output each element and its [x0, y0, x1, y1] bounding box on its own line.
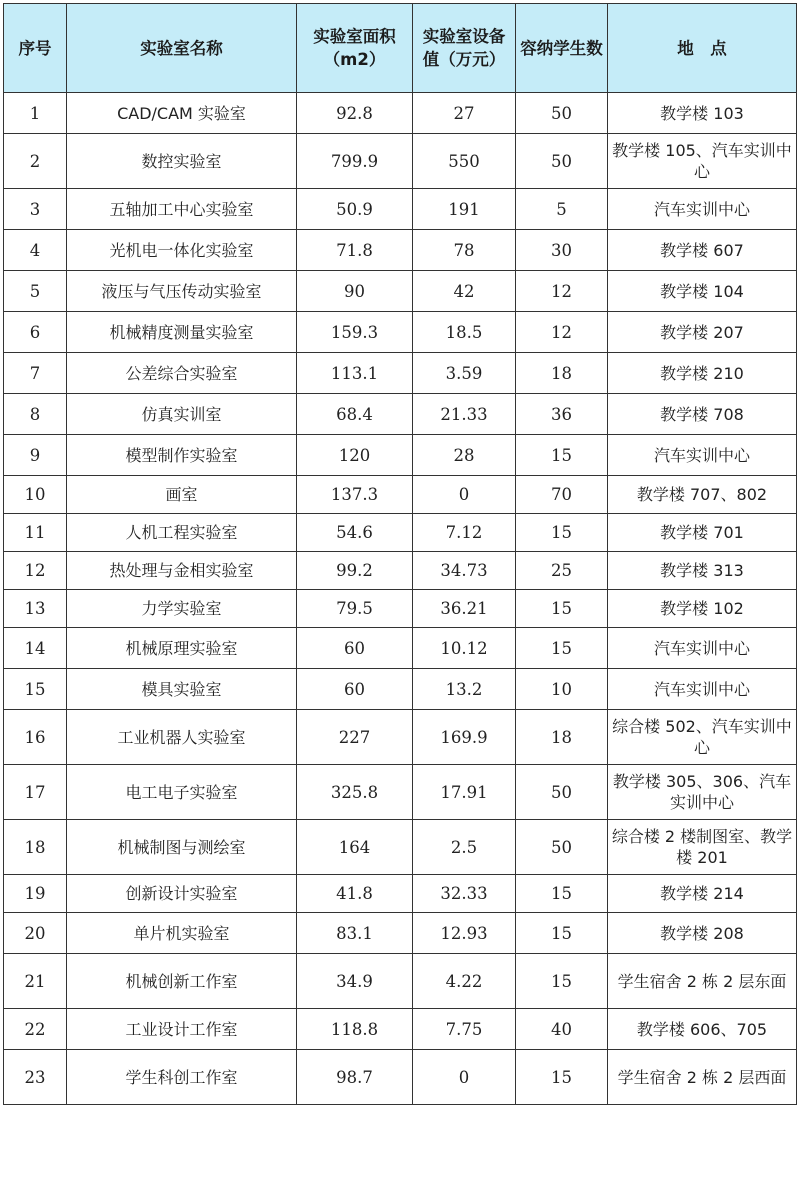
table-row — [4, 353, 797, 394]
cell-capacity: 50 — [516, 93, 608, 134]
cell-location: 教学楼 207 — [608, 312, 797, 353]
cell-capacity: 12 — [516, 312, 608, 353]
cell-index: 10 — [4, 476, 67, 514]
cell-location: 教学楼 305、306、汽车实训中心 — [608, 765, 797, 820]
table-row — [4, 552, 797, 590]
cell-equipment-value: 42 — [413, 271, 516, 312]
cell-area: 68.4 — [297, 394, 413, 435]
table-body — [4, 93, 797, 1105]
cell-area: 54.6 — [297, 514, 413, 552]
cell-area: 92.8 — [297, 93, 413, 134]
cell-lab-name: 五轴加工中心实验室 — [67, 189, 297, 230]
cell-equipment-value: 2.5 — [413, 820, 516, 875]
cell-area: 79.5 — [297, 590, 413, 628]
table-header — [4, 4, 797, 93]
cell-capacity: 40 — [516, 1009, 608, 1050]
table-row — [4, 189, 797, 230]
cell-capacity: 10 — [516, 669, 608, 710]
table-row — [4, 954, 797, 1009]
cell-capacity: 15 — [516, 913, 608, 954]
cell-index: 5 — [4, 271, 67, 312]
cell-index: 8 — [4, 394, 67, 435]
cell-equipment-value: 10.12 — [413, 628, 516, 669]
cell-area: 60 — [297, 628, 413, 669]
header-index: 序号 — [4, 4, 67, 93]
cell-area: 120 — [297, 435, 413, 476]
cell-index: 9 — [4, 435, 67, 476]
table-row — [4, 913, 797, 954]
cell-area: 41.8 — [297, 875, 413, 913]
cell-location: 教学楼 701 — [608, 514, 797, 552]
cell-equipment-value: 13.2 — [413, 669, 516, 710]
cell-location: 汽车实训中心 — [608, 189, 797, 230]
cell-lab-name: 工业设计工作室 — [67, 1009, 297, 1050]
cell-lab-name: 工业机器人实验室 — [67, 710, 297, 765]
cell-area: 164 — [297, 820, 413, 875]
cell-capacity: 15 — [516, 954, 608, 1009]
cell-area: 118.8 — [297, 1009, 413, 1050]
cell-capacity: 25 — [516, 552, 608, 590]
header-row — [4, 4, 797, 93]
cell-lab-name: 机械创新工作室 — [67, 954, 297, 1009]
cell-index: 21 — [4, 954, 67, 1009]
cell-equipment-value: 32.33 — [413, 875, 516, 913]
cell-lab-name: 机械精度测量实验室 — [67, 312, 297, 353]
table-row — [4, 93, 797, 134]
cell-capacity: 5 — [516, 189, 608, 230]
cell-equipment-value: 18.5 — [413, 312, 516, 353]
cell-location: 教学楼 210 — [608, 353, 797, 394]
cell-area: 71.8 — [297, 230, 413, 271]
cell-capacity: 50 — [516, 820, 608, 875]
cell-location: 学生宿舍 2 栋 2 层东面 — [608, 954, 797, 1009]
cell-capacity: 15 — [516, 590, 608, 628]
cell-area: 227 — [297, 710, 413, 765]
cell-index: 1 — [4, 93, 67, 134]
cell-location: 学生宿舍 2 栋 2 层西面 — [608, 1050, 797, 1105]
cell-area: 90 — [297, 271, 413, 312]
table-row — [4, 669, 797, 710]
lab-table — [3, 3, 797, 1105]
cell-area: 159.3 — [297, 312, 413, 353]
cell-index: 19 — [4, 875, 67, 913]
table-row — [4, 134, 797, 189]
cell-index: 22 — [4, 1009, 67, 1050]
cell-index: 7 — [4, 353, 67, 394]
table-row — [4, 1050, 797, 1105]
table-row — [4, 875, 797, 913]
cell-lab-name: 模具实验室 — [67, 669, 297, 710]
cell-lab-name: 电工电子实验室 — [67, 765, 297, 820]
cell-location: 综合楼 2 楼制图室、教学楼 201 — [608, 820, 797, 875]
cell-equipment-value: 0 — [413, 476, 516, 514]
table-row — [4, 710, 797, 765]
cell-capacity: 18 — [516, 710, 608, 765]
cell-equipment-value: 36.21 — [413, 590, 516, 628]
cell-equipment-value: 17.91 — [413, 765, 516, 820]
cell-equipment-value: 3.59 — [413, 353, 516, 394]
cell-index: 14 — [4, 628, 67, 669]
cell-lab-name: CAD/CAM 实验室 — [67, 93, 297, 134]
header-location: 地 点 — [608, 4, 797, 93]
cell-location: 教学楼 708 — [608, 394, 797, 435]
cell-location: 教学楼 208 — [608, 913, 797, 954]
table-row — [4, 271, 797, 312]
cell-lab-name: 数控实验室 — [67, 134, 297, 189]
cell-lab-name: 机械制图与测绘室 — [67, 820, 297, 875]
cell-equipment-value: 78 — [413, 230, 516, 271]
cell-lab-name: 热处理与金相实验室 — [67, 552, 297, 590]
cell-area: 113.1 — [297, 353, 413, 394]
cell-index: 6 — [4, 312, 67, 353]
cell-index: 12 — [4, 552, 67, 590]
header-name: 实验室名称 — [67, 4, 297, 93]
cell-location: 汽车实训中心 — [608, 628, 797, 669]
table-row — [4, 820, 797, 875]
cell-location: 教学楼 102 — [608, 590, 797, 628]
cell-index: 16 — [4, 710, 67, 765]
cell-lab-name: 学生科创工作室 — [67, 1050, 297, 1105]
cell-capacity: 15 — [516, 435, 608, 476]
cell-lab-name: 公差综合实验室 — [67, 353, 297, 394]
cell-lab-name: 仿真实训室 — [67, 394, 297, 435]
cell-index: 4 — [4, 230, 67, 271]
cell-capacity: 15 — [516, 1050, 608, 1105]
cell-location: 汽车实训中心 — [608, 435, 797, 476]
cell-capacity: 12 — [516, 271, 608, 312]
cell-area: 98.7 — [297, 1050, 413, 1105]
cell-lab-name: 创新设计实验室 — [67, 875, 297, 913]
table-row — [4, 476, 797, 514]
cell-index: 18 — [4, 820, 67, 875]
header-capacity: 容纳学生数 — [516, 4, 608, 93]
lab-table-container — [3, 3, 797, 1105]
cell-equipment-value: 28 — [413, 435, 516, 476]
header-equipment: 实验室设备值（万元） — [413, 4, 516, 93]
cell-area: 99.2 — [297, 552, 413, 590]
cell-capacity: 36 — [516, 394, 608, 435]
table-row — [4, 312, 797, 353]
cell-equipment-value: 0 — [413, 1050, 516, 1105]
cell-location: 教学楼 104 — [608, 271, 797, 312]
cell-lab-name: 人机工程实验室 — [67, 514, 297, 552]
cell-index: 15 — [4, 669, 67, 710]
cell-capacity: 50 — [516, 134, 608, 189]
cell-index: 2 — [4, 134, 67, 189]
cell-location: 教学楼 607 — [608, 230, 797, 271]
table-row — [4, 628, 797, 669]
cell-capacity: 15 — [516, 875, 608, 913]
cell-index: 23 — [4, 1050, 67, 1105]
cell-capacity: 15 — [516, 628, 608, 669]
cell-lab-name: 模型制作实验室 — [67, 435, 297, 476]
cell-capacity: 70 — [516, 476, 608, 514]
cell-area: 34.9 — [297, 954, 413, 1009]
cell-capacity: 50 — [516, 765, 608, 820]
cell-lab-name: 液压与气压传动实验室 — [67, 271, 297, 312]
table-row — [4, 765, 797, 820]
cell-location: 汽车实训中心 — [608, 669, 797, 710]
cell-location: 综合楼 502、汽车实训中心 — [608, 710, 797, 765]
cell-area: 50.9 — [297, 189, 413, 230]
cell-equipment-value: 169.9 — [413, 710, 516, 765]
cell-location: 教学楼 707、802 — [608, 476, 797, 514]
cell-location: 教学楼 214 — [608, 875, 797, 913]
cell-equipment-value: 191 — [413, 189, 516, 230]
cell-index: 13 — [4, 590, 67, 628]
cell-location: 教学楼 313 — [608, 552, 797, 590]
cell-capacity: 30 — [516, 230, 608, 271]
cell-equipment-value: 4.22 — [413, 954, 516, 1009]
cell-location: 教学楼 103 — [608, 93, 797, 134]
cell-index: 20 — [4, 913, 67, 954]
cell-equipment-value: 27 — [413, 93, 516, 134]
cell-location: 教学楼 105、汽车实训中心 — [608, 134, 797, 189]
cell-lab-name: 力学实验室 — [67, 590, 297, 628]
table-row — [4, 435, 797, 476]
cell-location: 教学楼 606、705 — [608, 1009, 797, 1050]
cell-area: 83.1 — [297, 913, 413, 954]
cell-area: 60 — [297, 669, 413, 710]
cell-area: 137.3 — [297, 476, 413, 514]
cell-area: 799.9 — [297, 134, 413, 189]
cell-lab-name: 机械原理实验室 — [67, 628, 297, 669]
header-area: 实验室面积（m2） — [297, 4, 413, 93]
table-row — [4, 230, 797, 271]
cell-equipment-value: 12.93 — [413, 913, 516, 954]
cell-capacity: 15 — [516, 514, 608, 552]
cell-index: 3 — [4, 189, 67, 230]
cell-capacity: 18 — [516, 353, 608, 394]
cell-lab-name: 光机电一体化实验室 — [67, 230, 297, 271]
table-row — [4, 590, 797, 628]
cell-index: 17 — [4, 765, 67, 820]
cell-area: 325.8 — [297, 765, 413, 820]
cell-lab-name: 画室 — [67, 476, 297, 514]
cell-index: 11 — [4, 514, 67, 552]
table-row — [4, 394, 797, 435]
cell-equipment-value: 7.75 — [413, 1009, 516, 1050]
cell-lab-name: 单片机实验室 — [67, 913, 297, 954]
cell-equipment-value: 550 — [413, 134, 516, 189]
table-row — [4, 514, 797, 552]
cell-equipment-value: 34.73 — [413, 552, 516, 590]
cell-equipment-value: 21.33 — [413, 394, 516, 435]
cell-equipment-value: 7.12 — [413, 514, 516, 552]
table-row — [4, 1009, 797, 1050]
